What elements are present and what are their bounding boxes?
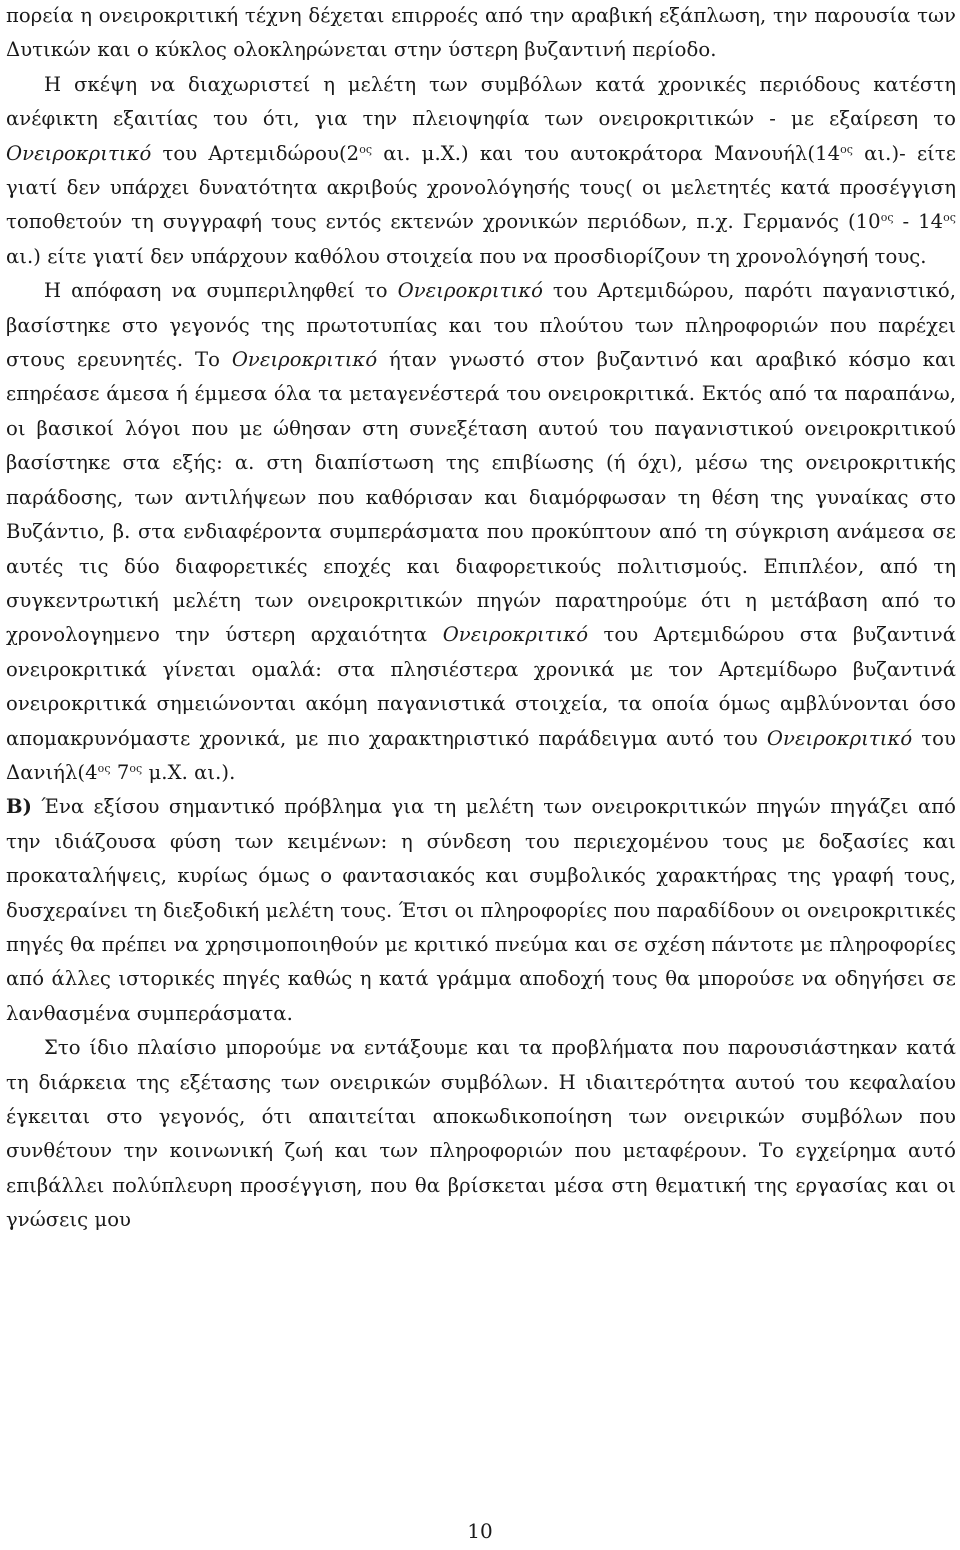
italic-title: Ονειροκριτικό <box>231 348 378 372</box>
text-run: Η σκέψη να διαχωριστεί η μελέτη των συμβόλων κατά χρονικές περιόδους κατέστη ανέφικτη εξαιτίας του ότι, για την πλειοψηφία των ονειροκριτικών - με εξαίρεση το <box>6 72 956 131</box>
text-run: Η απόφαση να συμπεριληφθεί το <box>44 279 398 303</box>
text-run: 7 <box>110 760 130 784</box>
text-run: αι.) είτε γιατί δεν υπάρχουν καθόλου στοιχεία που να προσδιορίζουν τη χρονολόγησή τους. <box>6 244 927 268</box>
paragraph-chronology <box>6 68 956 274</box>
italic-title: Ονειροκριτικό <box>442 623 589 647</box>
text-run: Στο ίδιο πλαίσιο μπορούμε να εντάξουμε και τα προβλήματα που παρουσιάστηκαν κατά τη διάρκεια της εξέτασης των ονειρικών συμβόλων. Η ιδιαιτερότητα αυτού του κεφαλαίου έγκειται στο γεγονός, ότι απαιτείται αποκωδικοποίηση των ονειρικών συμβόλων που συνθέτουν την κοινωνική ζωή και των πληροφοριών που μεταφέρουν. Το εγχείρημα αυτό επιβάλλει πολύπλευρη προσέγγιση, που θα βρίσκεται μέσα στη θεματική της εργασίας και οι γνώσεις μου <box>6 1036 956 1232</box>
italic-title: Ονειροκριτικό <box>766 726 913 750</box>
superscript: ος <box>880 211 894 225</box>
text-run: του Αρτεμιδώρου, παρότι παγανιστικό, βασίστηκε στο γεγονός της πρωτοτυπίας και του πλούτου των πληροφοριών που παρέχει στους ερευνητές. Το <box>6 279 957 372</box>
text-run: του Δανιήλ(4 <box>6 726 956 784</box>
superscript: ος <box>129 761 143 775</box>
text-run: Ένα εξίσου σημαντικό πρόβλημα για τη μελέτη των ονειροκριτικών πηγών πηγάζει από την ιδιάζουσα φύση των κειμένων: η σύνδεση του περιεχομένου τους με δοξασίες και προκαταλήψεις, κυρίως όμως ο φαντασιακός και συμβολικός χαρακτήρας της γραφή τους, δυσχεραίνει τη διεξοδική μελέτη τους. Έτσι οι πληροφορίες που παραδίδουν οι ονειροκριτικές πηγές θα πρέπει να χρησιμοποιηθούν με κριτικό πνεύμα και σε σχέση πάντοτε με πληροφορίες από άλλες ιστορικές πηγές καθώς η κατά γράμμα αποδοχή τους θα μπορούσε να οδηγήσει σε λανθασμένα συμπεράσματα. <box>6 795 956 1025</box>
superscript: ος <box>359 142 373 156</box>
text-run: - 14 <box>893 210 944 234</box>
paragraph-artemidorus <box>6 274 956 790</box>
paragraph-continuation <box>6 0 956 68</box>
text-run: αι. μ.Χ.) και του αυτοκράτορα Μανουήλ(14 <box>372 141 841 165</box>
text-run: πορεία η ονειροκριτική τέχνη δέχεται επιρροές από την αραβική εξάπλωση, την παρουσία των Δυτικών και ο κύκλος ολοκληρώνεται στην ύστερη βυζαντινή περίοδο. <box>6 4 956 62</box>
text-run: του Αρτεμιδώρου στα βυζαντινά ονειροκριτικά γίνεται ομαλά: στα πλησιέστερα χρονικά με τον Αρτεμίδωρο βυζαντινά ονειροκριτικά σημειώνονται ακόμη παγανιστικά στοιχεία, τα οποία όμως αμβλύνονται όσο απομακρυνόμαστε χρονικά, με πιο χαρακτηριστικό παράδειγμα αυτό του <box>6 623 957 750</box>
italic-title: Ονειροκριτικό <box>6 141 152 165</box>
text-run: ήταν γνωστό στον βυζαντινό και αραβικό κόσμο και επηρέασε άμεσα ή έμμεσα όλα τα μεταγενέστερά του ονειροκριτικά. Εκτός από τα παραπάνω, οι βασικοί λόγοι που με ώθησαν στη συνεξέταση αυτού του παγανιστικού ονειροκριτικού βασίστηκε στα εξής: α. στη διαπίστωση της επιβίωσης (ή όχι), μέσω της ονειροκριτικής παράδοσης, των αντιλήψεων που καθόρισαν και διαμόρφωσαν τη θέση της γυναίκας στο Βυζάντιο, β. στα ενδιαφέροντα συμπεράσματα που προκύπτουν από τη σύγκριση ανάμεσα σε αυτές τις δύο διαφορετικές εποχές και διαφορετικούς πολιτισμούς. Επιπλέον, από τη συγκεντρωτική μελέτη των ονειροκριτικών πηγών παρατηρούμε ότι η μετάβαση από το χρονολογημενο την ύστερη αρχαιότητα <box>6 348 956 647</box>
superscript: ος <box>97 761 111 775</box>
page-number: 10 <box>467 1519 493 1543</box>
paragraph-problem-b <box>6 790 956 1031</box>
text-run: αι.)- είτε γιατί δεν υπάρχει δυνατότητα ακριβούς χρονολόγησής τους( οι μελετητές κατά προσέγγιση τοποθετούν τη συγγραφή τους εντός εκτενών χρονικών περιόδων, π.χ. Γερμανός (10 <box>6 141 956 234</box>
superscript: ος <box>840 142 854 156</box>
text-run: του Αρτεμιδώρου(2 <box>151 141 360 165</box>
italic-title: Ονειροκριτικό <box>397 279 543 303</box>
document-page <box>6 0 956 1238</box>
superscript: ος <box>943 211 956 225</box>
section-marker: Β) <box>6 795 32 819</box>
text-run: μ.Χ. αι.). <box>142 760 236 784</box>
paragraph-symbols <box>6 1031 956 1237</box>
